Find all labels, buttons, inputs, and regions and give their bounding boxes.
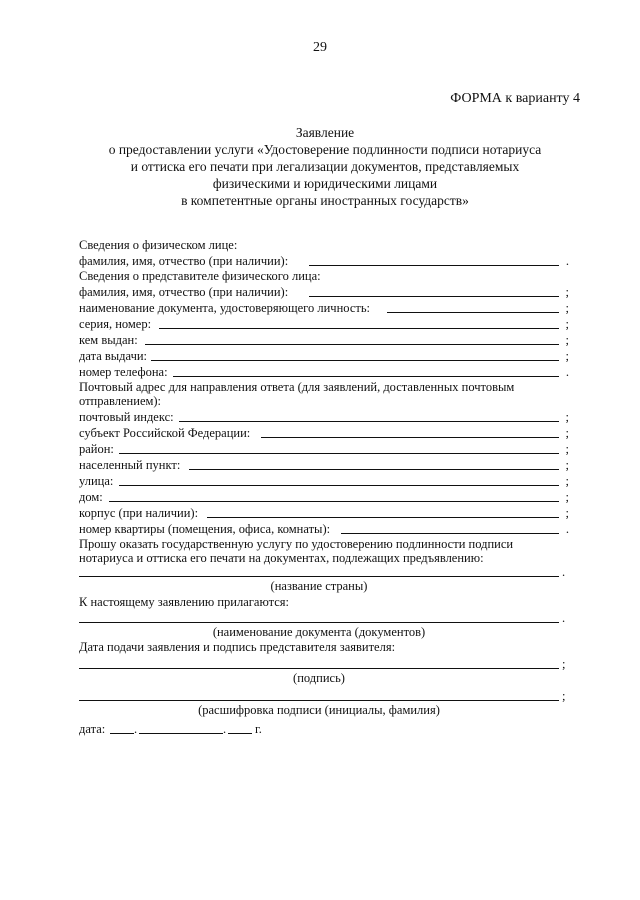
field-full-name-individual[interactable] bbox=[79, 252, 569, 268]
field-id-document[interactable] bbox=[79, 299, 569, 315]
field-end-mark: . bbox=[565, 365, 569, 379]
field-series-number[interactable] bbox=[79, 315, 569, 331]
field-label: номер квартиры (помещения, офиса, комнаты): bbox=[79, 522, 331, 536]
request-text-cont: нотариуса и оттиска его печати на документах, подлежащих предъявлению: bbox=[79, 551, 484, 565]
title-heading: Заявление bbox=[295, 125, 355, 140]
page-number: 29 bbox=[313, 40, 327, 55]
section-individual-info: Сведения о физическом лице: bbox=[79, 238, 238, 252]
field-building[interactable] bbox=[79, 504, 569, 520]
field-end-mark: ; bbox=[562, 657, 566, 671]
input-line[interactable] bbox=[173, 376, 559, 377]
date-day-input[interactable] bbox=[110, 733, 134, 734]
field-label: район: bbox=[79, 442, 114, 456]
signature-input-line[interactable] bbox=[79, 668, 559, 669]
input-line[interactable] bbox=[119, 453, 559, 454]
field-end-mark: ; bbox=[565, 349, 569, 363]
section-postal-address: Почтовый адрес для направления ответа (для заявлений, доставленных почтовым bbox=[79, 380, 515, 394]
field-label: фамилия, имя, отчество (при наличии): bbox=[79, 254, 289, 268]
input-line[interactable] bbox=[207, 517, 559, 518]
country-input-line[interactable] bbox=[79, 576, 559, 577]
field-full-name-representative[interactable] bbox=[79, 283, 569, 299]
input-line[interactable] bbox=[145, 344, 559, 345]
signature-decode-input-line[interactable] bbox=[79, 700, 559, 701]
date-row bbox=[79, 720, 379, 736]
field-end-mark: ; bbox=[565, 317, 569, 331]
field-label: населенный пункт: bbox=[79, 458, 181, 472]
field-region[interactable] bbox=[79, 424, 569, 440]
field-label: серия, номер: bbox=[79, 317, 152, 331]
date-separator: . bbox=[134, 722, 138, 736]
field-label: почтовый индекс: bbox=[79, 410, 174, 424]
field-end-mark: ; bbox=[565, 285, 569, 299]
field-label: дата выдачи: bbox=[79, 349, 148, 363]
field-end-mark: ; bbox=[565, 301, 569, 315]
input-line[interactable] bbox=[179, 421, 559, 422]
field-label: кем выдан: bbox=[79, 333, 138, 347]
date-year-suffix: г. bbox=[255, 722, 262, 736]
document-title bbox=[70, 124, 580, 209]
field-label: субъект Российской Федерации: bbox=[79, 426, 251, 440]
input-line[interactable] bbox=[387, 312, 559, 313]
field-issued-by[interactable] bbox=[79, 331, 569, 347]
input-line[interactable] bbox=[151, 360, 559, 361]
field-end-mark: ; bbox=[562, 689, 566, 703]
form-label: ФОРМА к варианту 4 bbox=[450, 91, 580, 106]
field-end-mark: ; bbox=[565, 442, 569, 456]
input-line[interactable] bbox=[109, 501, 559, 502]
field-phone[interactable] bbox=[79, 363, 569, 379]
field-end-mark: . bbox=[562, 565, 566, 579]
field-label: дом: bbox=[79, 490, 103, 504]
field-label: фамилия, имя, отчество (при наличии): bbox=[79, 285, 289, 299]
caption-signature-decode: (расшифровка подписи (инициалы, фамилия) bbox=[198, 703, 440, 717]
section-postal-address-cont: отправлением): bbox=[79, 394, 162, 408]
field-label: улица: bbox=[79, 474, 114, 488]
caption-signature: (подпись) bbox=[293, 671, 345, 685]
date-year-input[interactable] bbox=[228, 733, 252, 734]
field-apartment[interactable] bbox=[79, 520, 569, 536]
caption-country: (название страны) bbox=[270, 579, 368, 593]
field-label: корпус (при наличии): bbox=[79, 506, 199, 520]
field-issue-date[interactable] bbox=[79, 347, 569, 363]
input-line[interactable] bbox=[309, 265, 559, 266]
field-end-mark: . bbox=[565, 522, 569, 536]
input-line[interactable] bbox=[261, 437, 559, 438]
field-end-mark: ; bbox=[565, 490, 569, 504]
field-postal-code[interactable] bbox=[79, 408, 569, 424]
title-line: и оттиска его печати при легализации документов, представляемых bbox=[130, 159, 520, 174]
field-label: наименование документа, удостоверяющего личность: bbox=[79, 301, 371, 315]
input-line[interactable] bbox=[119, 485, 559, 486]
field-end-mark: ; bbox=[565, 410, 569, 424]
field-end-mark: . bbox=[565, 254, 569, 268]
caption-documents: (наименование документа (документов) bbox=[212, 625, 426, 639]
field-end-mark: ; bbox=[565, 474, 569, 488]
title-line: в компетентные органы иностранных государств» bbox=[181, 193, 469, 208]
field-locality[interactable] bbox=[79, 456, 569, 472]
date-separator: . bbox=[223, 722, 227, 736]
field-end-mark: ; bbox=[565, 333, 569, 347]
input-line[interactable] bbox=[159, 328, 559, 329]
date-label: дата: bbox=[79, 722, 106, 736]
attachments-text: К настоящему заявлению прилагаются: bbox=[79, 595, 290, 609]
field-end-mark: ; bbox=[565, 458, 569, 472]
input-line[interactable] bbox=[341, 533, 559, 534]
field-house[interactable] bbox=[79, 488, 569, 504]
submission-text: Дата подачи заявления и подпись представителя заявителя: bbox=[79, 640, 396, 654]
field-end-mark: ; bbox=[565, 506, 569, 520]
input-line[interactable] bbox=[189, 469, 559, 470]
documents-input-line[interactable] bbox=[79, 622, 559, 623]
input-line[interactable] bbox=[309, 296, 559, 297]
field-end-mark: . bbox=[562, 611, 566, 625]
title-line: о предоставлении услуги «Удостоверение подлинности подписи нотариуса bbox=[108, 142, 542, 157]
request-text: Прошу оказать государственную услугу по удостоверению подлинности подписи bbox=[79, 537, 514, 551]
title-line: физическими и юридическими лицами bbox=[212, 176, 438, 191]
field-district[interactable] bbox=[79, 440, 569, 456]
section-representative-info: Сведения о представителе физического лица: bbox=[79, 269, 321, 283]
date-month-input[interactable] bbox=[139, 733, 223, 734]
field-street[interactable] bbox=[79, 472, 569, 488]
field-label: номер телефона: bbox=[79, 365, 168, 379]
field-end-mark: ; bbox=[565, 426, 569, 440]
